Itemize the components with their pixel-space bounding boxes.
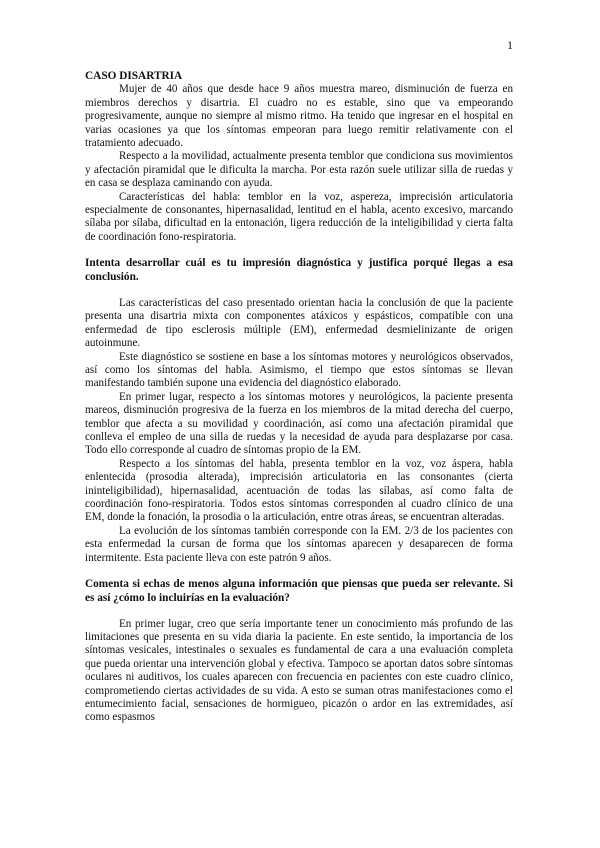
answer-paragraph: Respecto a los síntomas del habla, presenta temblor en la voz, voz áspera, habla enlentecida (prosodia alterada), imprecisión articulatoria en las consonantes (cierta ininteligibilidad), hipernasalidad, acentuación de todas las sílabas, así como falta de coordinación fono-respiratoria. Todos estos síntomas corresponden al cuadro clínico de una EM, donde la fonación, la prosodia o la articulación, entre otras áreas, se encuentran alteradas.	[85, 457, 513, 524]
answer-paragraph: En primer lugar, respecto a los síntomas motores y neurológicos, la paciente presenta mareos, disminución progresiva de la fuerza en los miembros de la mitad derecha del cuerpo, temblor que afecta a su movilidad y coordinación, así como una afectación piramidal que conlleva el empleo de una silla de ruedas y la necesidad de ayuda para desplazarse por casa. Todo ello corresponde al cuadro de síntomas propio de la EM.	[85, 390, 513, 457]
question-heading: Comenta si echas de menos alguna información que piensas que pueda ser relevante. Si es así ¿cómo lo incluirías en la evaluación?	[85, 578, 513, 604]
answer-paragraph: La evolución de los síntomas también corresponde con la EM. 2/3 de los pacientes con esta enfermedad la cursan de forma que los síntomas aparecen y desaparecen de forma intermitente. Esta paciente lleva con este patrón 9 años.	[85, 524, 513, 564]
answer-paragraph: Este diagnóstico se sostiene en base a los síntomas motores y neurológicos observados, así como los síntomas del habla. Asimismo, el tiempo que estos síntomas se llevan manifestando también supone una evidencia del diagnóstico elaborado.	[85, 350, 513, 390]
document-title: CASO DISARTRIA	[85, 70, 183, 82]
question-heading: Intenta desarrollar cuál es tu impresión diagnóstica y justifica porqué llegas a esa conclusión.	[85, 257, 513, 284]
intro-paragraph: Respecto a la movilidad, actualmente presenta temblor que condiciona sus movimientos y afectación piramidal que le dificulta la marcha. Por esta razón suele utilizar silla de ruedas y en casa se desplaza caminando con ayuda.	[85, 150, 513, 190]
document-body	[85, 70, 513, 725]
answer-paragraph: En primer lugar, creo que sería importante tener un conocimiento más profundo de las limitaciones que presenta en su vida diaria la paciente. En este sentido, la importancia de los síntomas vesicales, intestinales o sexuales es fundamental de cara a una evaluación completa que pueda orientar una intervención global y efectiva. Tampoco se aportan datos sobre síntomas oculares ni auditivos, los cuales aparecen con frecuencia en pacientes con este cuadro clínico, comprometiendo ciertas actividades de su vida. A esto se suman otras manifestaciones como el entumecimiento facial, sensaciones de hormigueo, picazón o ardor en las extremidades, así como espasmos	[85, 617, 513, 724]
page-number: 1	[507, 38, 513, 52]
intro-paragraph: Mujer de 40 años que desde hace 9 años muestra mareo, disminución de fuerza en miembros derechos y disartria. El cuadro no es estable, sino que va empeorando progresivamente, aunque no siempre al mismo ritmo. Ha tenido que ingresar en el hospital en varias ocasiones ya que los síntomas empeoran para luego remitir relativamente con el tratamiento adecuado.	[85, 83, 513, 150]
answer-paragraph: Las características del caso presentado orientan hacia la conclusión de que la paciente presenta una disartria mixta con componentes atáxicos y espásticos, compatible con una enfermedad de tipo esclerosis múltiple (EM), enfermedad desmielinizante de origen autoinmune.	[85, 296, 513, 350]
intro-paragraph: Características del habla: temblor en la voz, aspereza, imprecisión articulatoria especialmente de consonantes, hipernasalidad, lentitud en el habla, acento excesivo, marcando sílaba por sílaba, dificultad en la entonación, ligera reducción de la inteligibilidad y cierta falta de coordinación fono-respiratoria.	[85, 190, 513, 243]
